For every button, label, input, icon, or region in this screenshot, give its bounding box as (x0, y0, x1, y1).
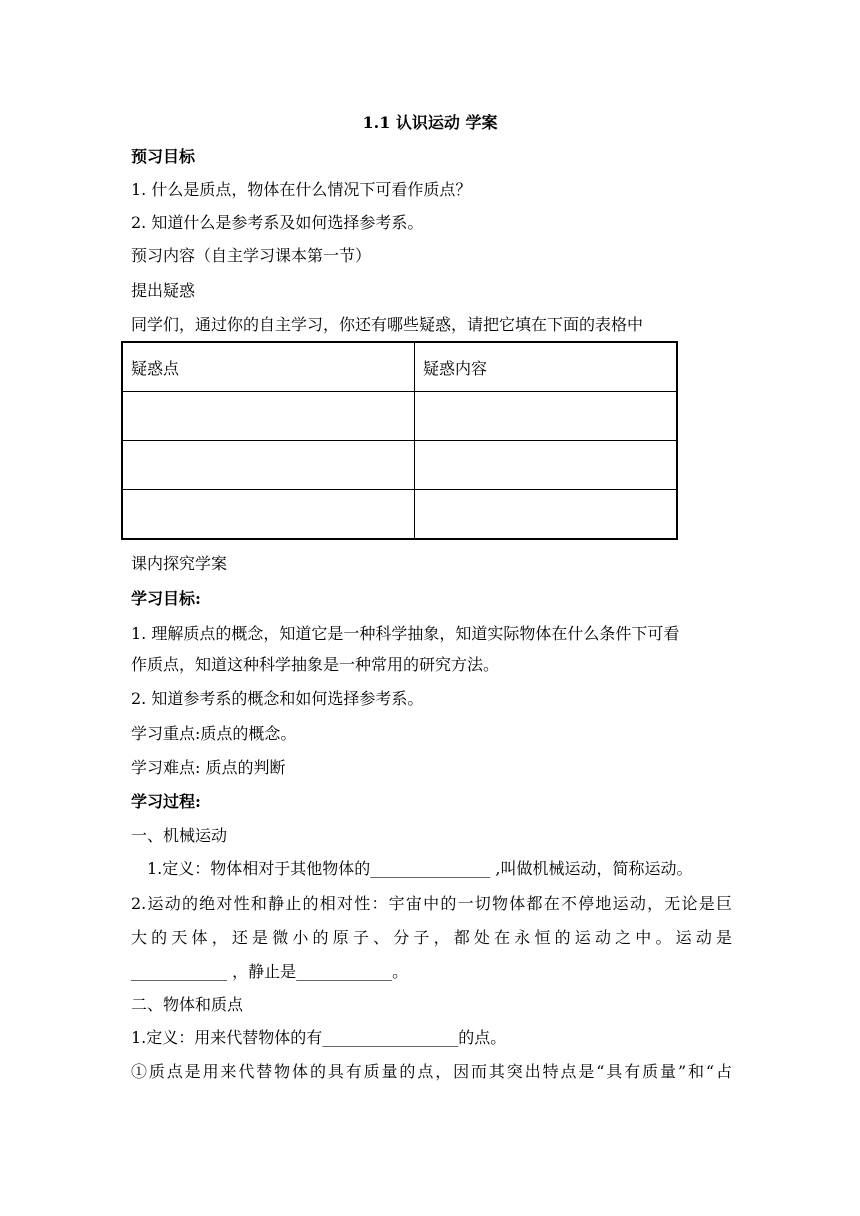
table-header-cell: 疑惑内容 (415, 342, 678, 392)
section-2-definition: 1.定义：用来代替物体的有_________________的点。 (131, 1028, 507, 1047)
table-header-row (122, 342, 677, 392)
preview-content: 预习内容（自主学习课本第一节） (131, 246, 372, 265)
key-point: 学习重点:质点的概念。 (131, 724, 297, 743)
table-row (122, 441, 677, 490)
section-1-heading: 一、机械运动 (131, 826, 228, 845)
raise-doubts-heading: 提出疑惑 (131, 281, 196, 300)
table-header-cell: 疑惑点 (122, 342, 415, 392)
process-heading: 学习过程: (131, 792, 201, 811)
table-row (122, 392, 677, 441)
section-2-paragraph-line-1: ①质点是用来代替物体的具有质量的点，因而其突出特点是“具有质量”和“占 (131, 1062, 732, 1081)
learning-goal-1a: 1. 理解质点的概念，知道它是一种科学抽象，知道实际物体在什么条件下可看 (131, 624, 680, 643)
learning-goal-1b: 作质点，知道这种科学抽象是一种常用的研究方法。 (131, 655, 500, 674)
preview-goal-2: 2. 知道什么是参考系及如何选择参考系。 (131, 213, 424, 232)
preview-goal-1: 1. 什么是质点，物体在什么情况下可看作质点？ (131, 180, 472, 199)
table-row (122, 490, 677, 540)
section-1-paragraph-line-1: 2.运动的绝对性和静止的相对性：宇宙中的一切物体都在不停地运动，无论是巨 (131, 894, 732, 913)
in-class-heading: 课内探究学案 (131, 554, 228, 573)
table-cell[interactable] (122, 490, 415, 540)
section-1-paragraph-line-3: ____________ ，静止是____________。 (131, 962, 409, 981)
preview-goals-heading: 预习目标 (131, 147, 196, 166)
learning-goals-heading: 学习目标: (131, 589, 201, 608)
table-cell[interactable] (415, 441, 678, 490)
table-cell[interactable] (415, 490, 678, 540)
table-cell[interactable] (122, 441, 415, 490)
section-1-paragraph-line-2: 大的天体，还是微小的原子、分子，都处在永恒的运动之中。运动是 (131, 928, 732, 947)
table-cell[interactable] (415, 392, 678, 441)
learning-goal-2: 2. 知道参考系的概念和如何选择参考系。 (131, 689, 424, 708)
difficulty: 学习难点: 质点的判断 (131, 758, 286, 777)
doubts-instruction: 同学们，通过你的自主学习，你还有哪些疑惑，请把它填在下面的表格中 (131, 315, 644, 334)
section-1-definition: 1.定义：物体相对于其他物体的_______________ ,叫做机械运动，简称运动。 (147, 859, 693, 878)
section-2-heading: 二、物体和质点 (131, 995, 244, 1014)
document-title: 1.1 认识运动 学案 (362, 113, 498, 132)
table-cell[interactable] (122, 392, 415, 441)
doubts-table (121, 341, 678, 540)
